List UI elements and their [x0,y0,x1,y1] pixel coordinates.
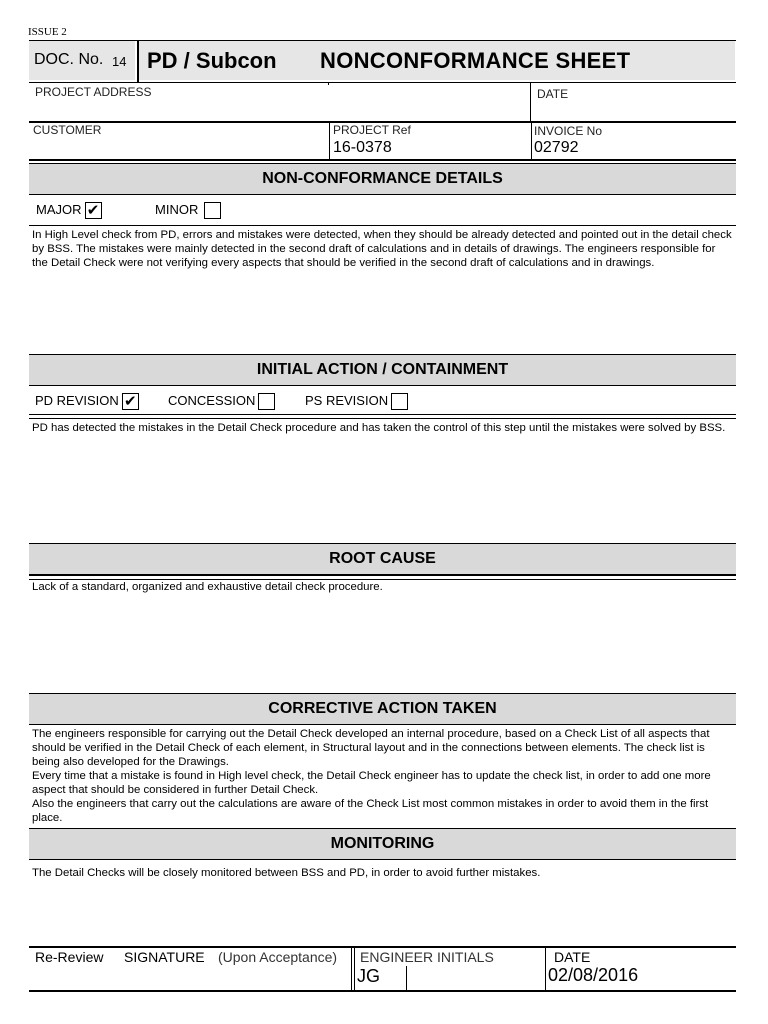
page-title: NONCONFORMANCE SHEET [320,48,631,73]
minor-option[interactable] [155,202,221,219]
footer-divider-1a [351,948,352,991]
root-cause-text: Lack of a standard, organized and exhaustive detail check procedure. [32,581,383,593]
ps-revision-option[interactable] [305,393,408,410]
section-title-corrective-action: CORRECTIVE ACTION TAKEN [29,693,736,725]
engineer-initials-value: JG [357,966,381,986]
project-ref-value: 16-0378 [333,139,392,156]
corrective-action-paragraph: Every time that a mistake is found in High level check, the Detail Check engineer has to update the check list, in order to add one more aspect that should be considered in further Detail Check. [32,770,711,796]
footer-initials-tick [406,966,407,991]
title-left: PD / Subcon [147,48,277,73]
header-bottom-rule [29,82,736,83]
section1-top-rule [29,159,736,161]
doc-number-label: DOC. No. [34,51,104,68]
footer-divider-1b [354,948,355,991]
concession-option[interactable] [168,393,275,410]
section1-options-rule [29,225,736,226]
invoice-divider [531,123,532,159]
signature-note: (Upon Acceptance) [218,949,338,965]
section-title-initial-action: INITIAL ACTION / CONTAINMENT [29,354,736,386]
footer-bottom-rule [29,990,736,992]
project-address-label: PROJECT ADDRESS [35,85,152,99]
corrective-action-text [32,727,732,825]
concession-checkbox[interactable] [258,393,275,410]
monitoring-text: The Detail Checks will be closely monitored between BSS and PD, in order to avoid further mistakes. [32,867,541,879]
date-label: DATE [537,87,569,101]
section-title-root-cause: ROOT CAUSE [29,543,736,575]
ps-revision-checkbox[interactable] [391,393,408,410]
corrective-action-paragraph: Also the engineers that carry out the calculations are aware of the Check List most common mistakes in order to avoid them in the first place. [32,798,709,824]
major-label: MAJOR [36,202,82,217]
doc-number-box [29,41,135,80]
footer-date-value: 02/08/2016 [548,965,639,985]
concession-label: CONCESSION [168,393,256,408]
signature-label: SIGNATURE [124,949,205,965]
date-divider [530,82,531,122]
engineer-initials-label: ENGINEER INITIALS [360,949,494,965]
section-title-monitoring: MONITORING [29,828,736,860]
minor-label: MINOR [155,202,199,217]
minor-checkbox[interactable] [204,202,221,219]
major-checkbox[interactable]: ✔ [85,202,102,219]
invoice-label: INVOICE No [534,124,603,138]
pd-revision-option[interactable] [35,393,139,410]
section-title-nonconformance: NON-CONFORMANCE DETAILS [29,163,736,195]
pd-revision-checkbox[interactable]: ✔ [122,393,139,410]
footer-date-label: DATE [554,949,591,965]
corrective-action-paragraph: The engineers responsible for carrying out the Detail Check developed an internal procedure, based on a Check List of all aspects that should be verified in the Detail Check of each element, in Structural layout and in the connections between elements. The check list is being also developed for the Drawings. [32,728,710,768]
projref-divider [329,123,330,159]
row1-tick [328,82,329,85]
major-option[interactable] [36,202,102,219]
footer-top-rule [29,946,736,948]
initial-action-text: PD has detected the mistakes in the Detail Check procedure and has taken the control of this step until the mistakes were solved by BSS. [32,422,726,434]
footer-divider-2 [545,948,546,991]
nonconformance-text: In High Level check from PD, errors and mistakes were detected, when they should be already detected and pointed out in the detail check by BSS. The mistakes were mainly detected in the second draft of calculations and in details of drawings. The engineers responsible for the Detail Check were not verifying every aspects that should be verified in the second draft of calculations and in drawings. [32,229,732,269]
ps-revision-label: PS REVISION [305,393,389,408]
issue-label: ISSUE 2 [28,26,67,38]
pd-revision-label: PD REVISION [35,393,119,408]
customer-label: CUSTOMER [33,123,102,137]
title-band [139,41,735,80]
section2-options-rule [29,414,736,419]
project-ref-label: PROJECT Ref [333,123,411,137]
invoice-value: 02792 [534,139,579,156]
doc-number-value: 14 [112,54,127,69]
rereview-label: Re-Review [35,949,104,965]
